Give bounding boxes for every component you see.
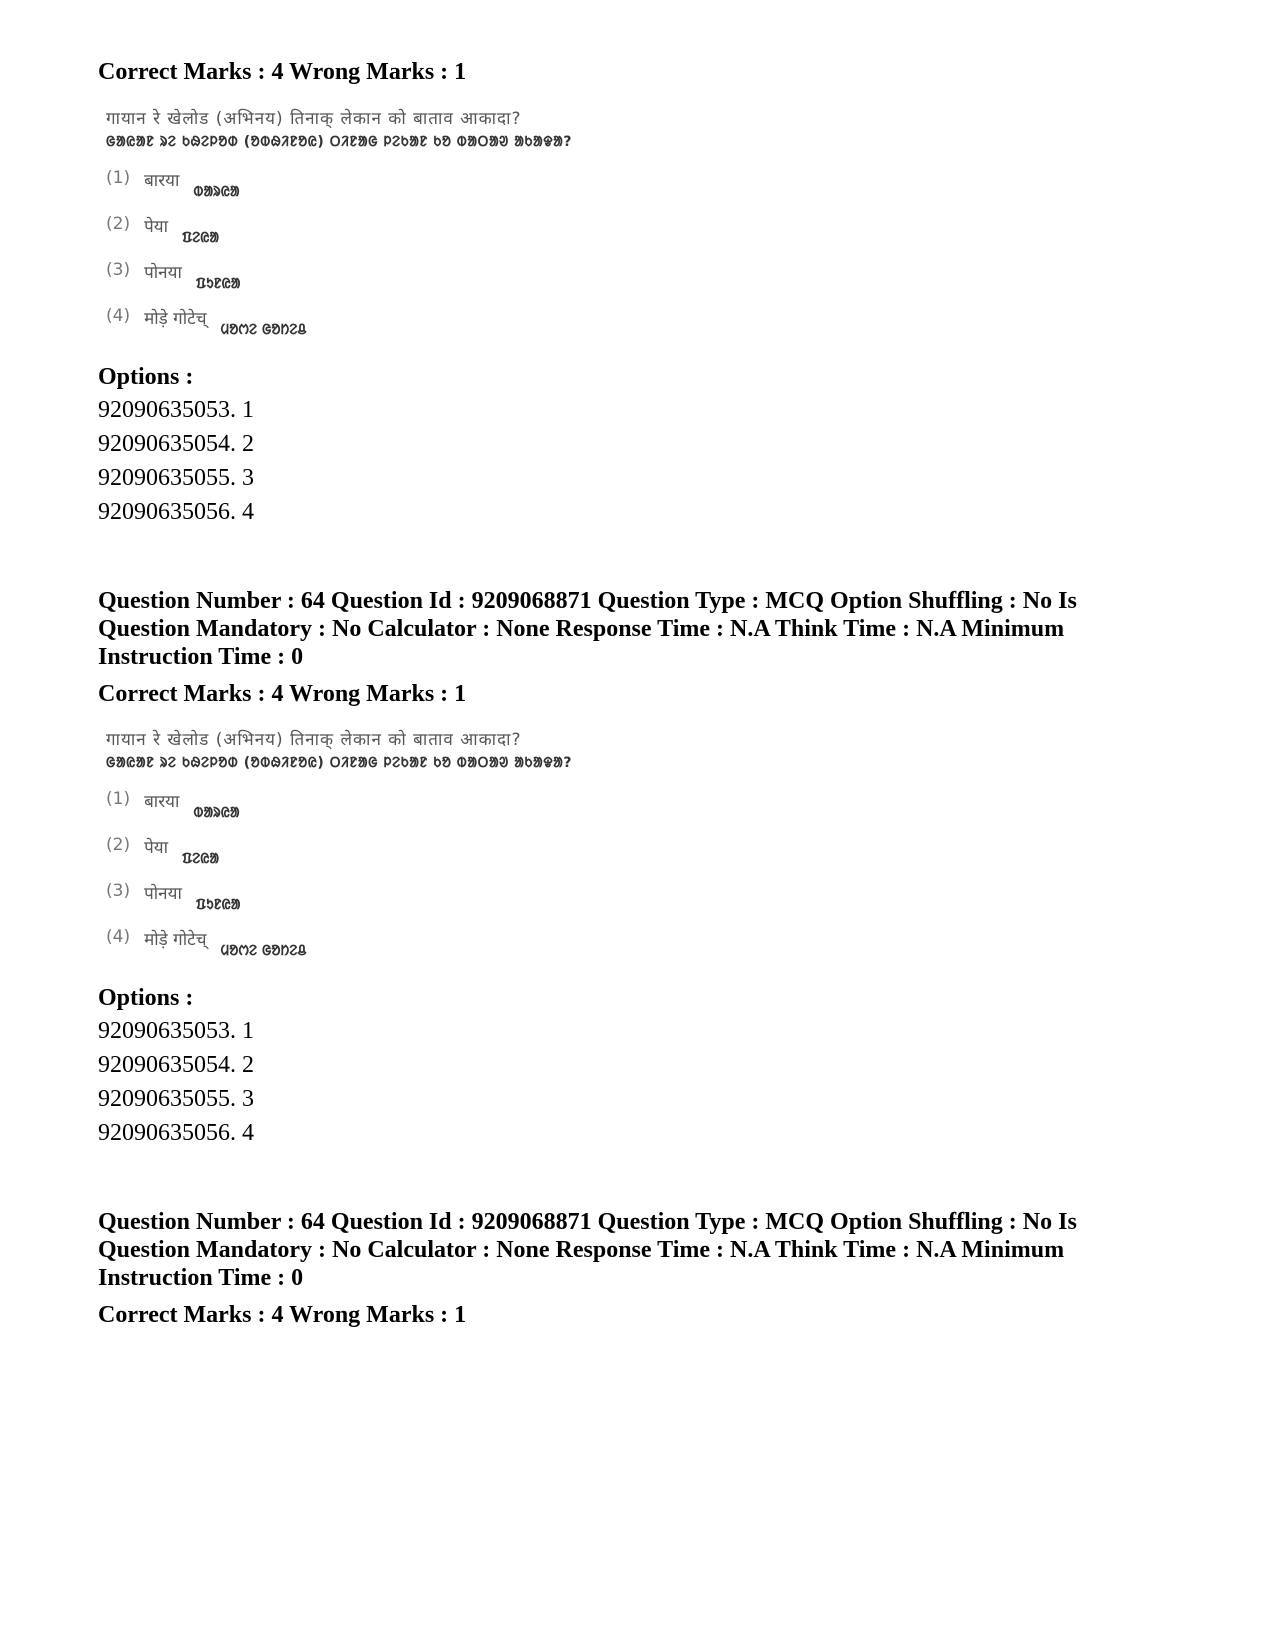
option-item: 92090635056. 4 [98,499,254,525]
options-label: Options : [98,364,194,390]
question-header-line: Instruction Time : 0 [98,644,304,670]
options-label: Options : [98,985,194,1011]
choice-hindi: बारया [144,792,180,812]
choice-number: (2) [106,214,131,234]
choice-number: (4) [106,927,131,947]
marks-line: Correct Marks : 4 Wrong Marks : 1 [98,59,467,85]
choice-olchiki: ᱯᱮᱭᱟ [182,850,220,867]
choice-item [106,789,666,835]
question-header-line: Question Mandatory : No Calculator : None Response Time : N.A Think Time : N.A Minimum [98,1237,1065,1263]
choice-hindi: मोड़े गोटेच् [144,930,207,950]
choice-number: (1) [106,789,131,809]
marks-line: Correct Marks : 4 Wrong Marks : 1 [98,681,467,707]
choice-item [106,260,666,306]
choice-item [106,881,666,927]
question-text-olchiki: ᱜᱟᱭᱟᱱ ᱨᱮ ᱠᱷᱮᱞᱚᱰ (ᱚᱵᱷᱤᱱᱚᱭ) ᱛᱤᱱᱟᱜ ᱞᱮᱠᱟᱱ ᱠᱚ ᱵᱟᱛᱟᱣ ᱟᱠᱟᱫᱟ? [106,134,572,150]
question-header-line: Question Number : 64 Question Id : 9209068871 Question Type : MCQ Option Shuffling : No Is [98,588,1077,614]
choice-number: (2) [106,835,131,855]
option-item: 92090635055. 3 [98,465,254,491]
question-text-hindi: गायान रे खेलोड (अभिनय) तिनाक् लेकान को बाताव आकादा? [106,109,522,129]
choice-olchiki: ᱢᱚᱬᱮ ᱜᱚᱴᱮᱪ [220,942,307,959]
option-item: 92090635053. 1 [98,1018,254,1044]
question-header [98,1208,1198,1292]
choice-hindi: पेया [144,217,169,237]
choice-hindi: पेया [144,838,169,858]
choice-item [106,835,666,881]
choice-item [106,306,666,352]
question-header-line: Question Number : 64 Question Id : 9209068871 Question Type : MCQ Option Shuffling : No Is [98,1209,1077,1235]
question-text-hindi: गायान रे खेलोड (अभिनय) तिनाक् लेकान को बाताव आकादा? [106,730,522,750]
question-image [106,106,666,352]
choice-hindi: मोड़े गोटेच् [144,309,207,329]
option-item: 92090635054. 2 [98,1052,254,1078]
choice-number: (1) [106,168,131,188]
question-text-olchiki: ᱜᱟᱭᱟᱱ ᱨᱮ ᱠᱷᱮᱞᱚᱰ (ᱚᱵᱷᱤᱱᱚᱭ) ᱛᱤᱱᱟᱜ ᱞᱮᱠᱟᱱ ᱠᱚ ᱵᱟᱛᱟᱣ ᱟᱠᱟᱫᱟ? [106,755,572,771]
marks-line: Correct Marks : 4 Wrong Marks : 1 [98,1302,467,1328]
question-header-line: Question Mandatory : No Calculator : None Response Time : N.A Think Time : N.A Minimum [98,616,1065,642]
question-header-line: Instruction Time : 0 [98,1265,304,1291]
question-image [106,727,666,973]
choice-item [106,927,666,973]
option-item: 92090635053. 1 [98,397,254,423]
choice-olchiki: ᱵᱟᱨᱭᱟ [193,804,240,821]
choice-olchiki: ᱯᱩᱱᱭᱟ [195,275,241,292]
choice-item [106,214,666,260]
choice-hindi: बारया [144,171,180,191]
question-header [98,587,1198,671]
option-item: 92090635055. 3 [98,1086,254,1112]
choice-number: (4) [106,306,131,326]
choice-olchiki: ᱢᱚᱬᱮ ᱜᱚᱴᱮᱪ [220,321,307,338]
choice-olchiki: ᱯᱮᱭᱟ [182,229,220,246]
choice-hindi: पोनया [144,884,182,904]
option-item: 92090635056. 4 [98,1120,254,1146]
option-item: 92090635054. 2 [98,431,254,457]
choice-number: (3) [106,260,131,280]
choice-hindi: पोनया [144,263,182,283]
choice-olchiki: ᱯᱩᱱᱭᱟ [195,896,241,913]
choice-item [106,168,666,214]
choice-number: (3) [106,881,131,901]
choice-olchiki: ᱵᱟᱨᱭᱟ [193,183,240,200]
